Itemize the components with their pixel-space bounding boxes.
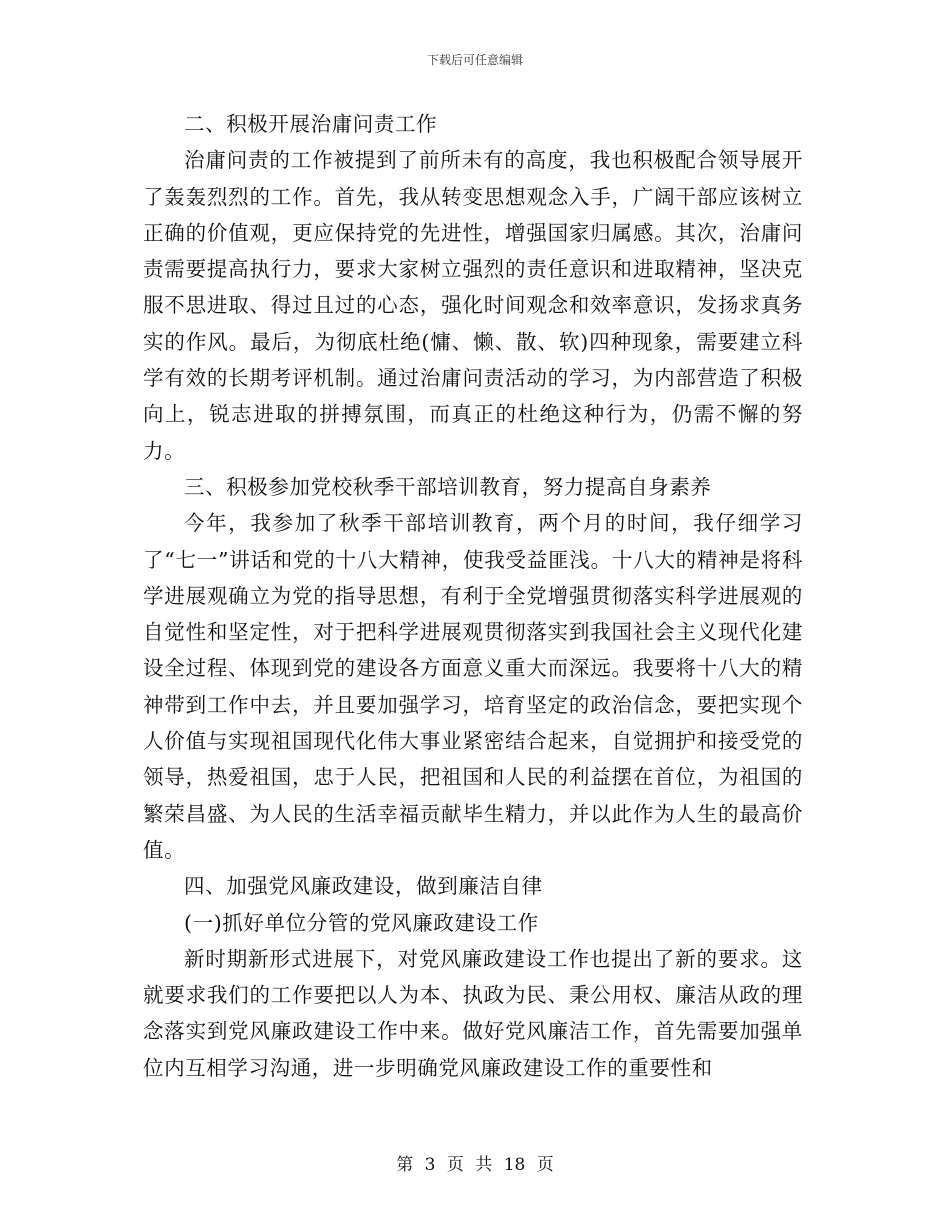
section-heading-4: 四、加强党风廉政建设，做到廉洁自律 — [184, 874, 543, 899]
section-heading-3: 三、积极参加党校秋季干部培训教育，努力提高自身素养 — [184, 474, 712, 499]
page-number-footer: 第 3 页 共 18 页 — [396, 1155, 554, 1175]
subsection-heading-4-1: (一)抓好单位分管的党风廉政建设工作 — [184, 910, 539, 935]
paragraph: 今年，我参加了秋季干部培训教育，两个月的时间，我仔细学习了“七一”讲话和党的十八大精神，使我受益匪浅。十八大的精神是将科学进展观确立为党的指导思想，有利于全党增强贯彻落实科学进展观的自觉性和坚定性，对于把科学进展观贯彻落实到我国社会主义现代化建设全过程、体现到党的建设各方面意义重大而深远。我要将十八大的精神带到工作中去，并且要加强学习，培育坚定的政治信念，要把实现个人价值与实现祖国现代化伟大事业紧密结合起来，自觉拥护和接受党的领导，热爱祖国，忠于人民，把祖国和人民的利益摆在首位，为祖国的繁荣昌盛、为人民的生活幸福贡献毕生精力，并以此作为人生的最高价值。 — [143, 511, 803, 862]
page-header: 下载后可任意编辑 — [426, 53, 523, 67]
document-body — [143, 106, 803, 1086]
section-heading-2: 二、积极开展治庸问责工作 — [184, 112, 438, 136]
paragraph: 治庸问责的工作被提到了前所未有的高度，我也积极配合领导展开了轰轰烈烈的工作。首先，我从转变思想观念入手，广阔干部应该树立正确的价值观，更应保持党的先进性，增强国家归属感。其次，治庸问责需要提高执行力，要求大家树立强烈的责任意识和进取精神，坚决克服不思进取、得过且过的心态，强化时间观念和效率意识，发扬求真务实的作风。最后，为彻底杜绝(慵、懒、散、软)四种现象，需要建立科学有效的长期考评机制。通过治庸问责活动的学习，为内部营造了积极向上，锐志进取的拼搏氛围，而真正的杜绝这种行为，仍需不懈的努力。 — [143, 148, 803, 463]
paragraph: 新时期新形式进展下，对党风廉政建设工作也提出了新的要求。这就要求我们的工作要把以人为本、执政为民、秉公用权、廉洁从政的理念落实到党风廉政建设工作中来。做好党风廉洁工作，首先需要加强单位内互相学习沟通，进一步明确党风廉政建设工作的重要性和 — [143, 946, 803, 1080]
